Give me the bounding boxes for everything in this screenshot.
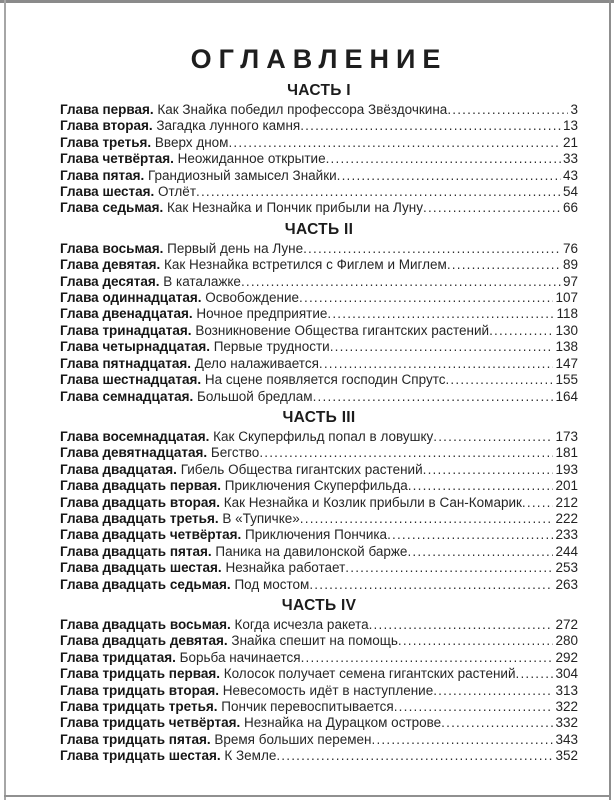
page-number: 76 (562, 240, 578, 256)
chapter-text: Глава семнадцатая. Большой бредлам (60, 388, 313, 404)
page-frame-left (4, 0, 6, 800)
chapter-text: Глава тринадцатая. Возникновение Общества гигантских растений (60, 322, 490, 338)
toc-entry (60, 527, 578, 543)
dot-leader (259, 445, 553, 461)
chapter-label: Глава двенадцатая. (60, 306, 193, 322)
dot-leader (337, 168, 561, 184)
chapter-label: Глава тридцать пятая. (60, 731, 211, 747)
toc-entry (60, 429, 578, 445)
dot-leader (309, 577, 553, 593)
page-number: 66 (562, 200, 578, 216)
dot-leader (300, 118, 561, 134)
page-number: 13 (562, 118, 578, 134)
toc-entry (60, 241, 578, 257)
chapter-text: Глава двенадцатая. Ночное предприятие (60, 306, 328, 322)
dot-leader (408, 478, 554, 494)
chapter-text: Глава вторая. Загадка лунного камня (60, 118, 301, 134)
toc-entry (60, 118, 578, 134)
toc (60, 82, 578, 765)
toc-entry (60, 462, 578, 478)
chapter-label: Глава двадцать первая. (60, 478, 222, 494)
dot-leader (394, 699, 554, 715)
chapter-label: Глава седьмая. (60, 200, 164, 216)
toc-page (60, 42, 578, 765)
chapter-label: Глава третья. (60, 134, 152, 150)
chapter-text: Глава двадцать седьмая. Под мостом (60, 576, 310, 592)
page-frame-right (609, 0, 611, 800)
chapter-label: Глава двадцать седьмая. (60, 576, 231, 592)
chapter-label: Глава двадцатая. (60, 461, 177, 477)
part-heading: ЧАСТЬ III (282, 408, 356, 426)
chapter-label: Глава четвёртая. (60, 151, 174, 167)
chapter-text: Глава четвёртая. Неожиданное открытие (60, 151, 326, 167)
toc-entry (60, 617, 578, 633)
toc-entry (60, 184, 578, 200)
toc-entry (60, 683, 578, 699)
toc-entry (60, 732, 578, 748)
toc-entry (60, 257, 578, 273)
chapter-text: Глава одиннадцатая. Освобождение (60, 290, 300, 306)
toc-entry (60, 560, 578, 576)
dot-leader (433, 683, 553, 699)
chapter-text: Глава седьмая. Как Незнайка и Пончик прибыли на Луну (60, 200, 424, 216)
chapter-text: Глава пятнадцатая. Дело налаживается (60, 355, 319, 371)
chapter-text: Глава третья. Вверх дном (60, 134, 229, 150)
dot-leader (423, 200, 561, 216)
chapter-label: Глава пятая. (60, 167, 145, 183)
chapter-label: Глава тридцать вторая. (60, 682, 219, 698)
page-number: 173 (555, 428, 578, 444)
page-number: 212 (555, 494, 578, 510)
chapter-label: Глава двадцать пятая. (60, 543, 212, 559)
toc-entry (60, 478, 578, 494)
toc-entry (60, 323, 578, 339)
page-number: 263 (555, 576, 578, 592)
page-number: 222 (555, 510, 578, 526)
toc-entry (60, 650, 578, 666)
toc-entry (60, 290, 578, 306)
dot-leader (303, 241, 561, 257)
toc-entry (60, 135, 578, 151)
chapter-label: Глава тринадцатая. (60, 322, 192, 338)
page-number: 280 (555, 633, 578, 649)
toc-entry (60, 306, 578, 322)
page-number: 233 (555, 527, 578, 543)
dot-leader (330, 339, 554, 355)
dot-leader (276, 748, 553, 764)
chapter-text: Глава четырнадцатая. Первые трудности (60, 339, 330, 355)
toc-entry (60, 151, 578, 167)
chapter-label: Глава одиннадцатая. (60, 290, 202, 306)
dot-leader (326, 151, 561, 167)
chapter-label: Глава тридцать первая. (60, 666, 220, 682)
chapter-text: Глава двадцать шестая. Незнайка работает (60, 560, 346, 576)
dot-leader (441, 715, 553, 731)
dot-leader (387, 527, 553, 543)
chapter-text: Глава первая. Как Знайка победил профессора Звёздочкина (60, 102, 448, 117)
toc-entry (60, 102, 578, 118)
chapter-label: Глава семнадцатая. (60, 388, 194, 404)
chapter-text: Глава девятая. Как Незнайка встретился с Фиглем и Миглем (60, 257, 447, 273)
chapter-label: Глава тридцать третья. (60, 699, 218, 714)
chapter-text: Глава тридцатая. Борьба начинается (60, 649, 301, 665)
page-number: 147 (555, 355, 578, 371)
page-number: 107 (555, 290, 578, 306)
dot-leader (407, 544, 553, 560)
page-number: 89 (562, 257, 578, 273)
page-number: 313 (555, 682, 578, 698)
chapter-label: Глава девятая. (60, 257, 161, 273)
dot-leader (241, 274, 561, 290)
chapter-text: Глава тридцать третья. Пончик перевоспитывается (60, 699, 394, 714)
toc-entry (60, 544, 578, 560)
toc-entry (60, 389, 578, 405)
chapter-text: Глава тридцать первая. Колосок получает семена гигантских растений (60, 666, 516, 682)
dot-leader (522, 495, 554, 511)
chapter-label: Глава восемнадцатая. (60, 428, 210, 444)
chapter-label: Глава шестнадцатая. (60, 372, 202, 388)
dot-leader (301, 650, 554, 666)
dot-leader (345, 560, 553, 576)
chapter-label: Глава двадцать восьмая. (60, 616, 231, 632)
page-number: 272 (555, 616, 578, 632)
dot-leader (228, 135, 561, 151)
page-number: 253 (555, 560, 578, 576)
page-frame-bottom (4, 795, 611, 797)
dot-leader (299, 290, 553, 306)
chapter-label: Глава тридцать четвёртая. (60, 715, 241, 731)
toc-entry (60, 274, 578, 290)
chapter-text: Глава двадцать пятая. Паника на давилонской барже (60, 543, 408, 559)
chapter-label: Глава двадцать четвёртая. (60, 527, 242, 543)
page-number: 332 (555, 715, 578, 731)
toc-entry (60, 511, 578, 527)
part-heading: ЧАСТЬ IV (281, 596, 357, 614)
page-title: ОГЛАВЛЕНИЕ (190, 44, 448, 74)
toc-entry (60, 495, 578, 511)
chapter-text: Глава восьмая. Первый день на Луне (60, 240, 304, 256)
chapter-label: Глава десятая. (60, 273, 160, 289)
toc-entry (60, 699, 578, 715)
toc-entry (60, 715, 578, 731)
toc-entry (60, 445, 578, 461)
toc-entry (60, 748, 578, 764)
chapter-label: Глава четырнадцатая. (60, 339, 210, 355)
chapter-text: Глава десятая. В каталажке (60, 273, 241, 289)
page-number: 43 (562, 167, 578, 183)
page-number: 118 (556, 306, 578, 322)
page-number: 292 (555, 649, 578, 665)
chapter-text: Глава двадцать четвёртая. Приключения Пончика (60, 527, 388, 543)
chapter-label: Глава шестая. (60, 184, 155, 200)
page-number: 244 (555, 543, 578, 559)
dot-leader (447, 257, 561, 273)
chapter-text: Глава тридцать пятая. Время больших перемен (60, 731, 372, 747)
dot-leader (433, 429, 553, 445)
page-number: 21 (562, 134, 578, 150)
dot-leader (196, 184, 561, 200)
chapter-text: Глава девятнадцатая. Бегство (60, 445, 260, 461)
chapter-text: Глава тридцать шестая. К Земле (60, 748, 277, 764)
chapter-text: Глава двадцать вторая. Как Незнайка и Козлик прибыли в Сан-Комарик (60, 494, 522, 510)
part-heading: ЧАСТЬ I (287, 82, 351, 99)
chapter-label: Глава тридцать шестая. (60, 748, 221, 764)
chapter-text: Глава двадцатая. Гибель Общества гигантских растений (60, 461, 423, 477)
dot-leader (489, 323, 553, 339)
page-frame-top (0, 0, 614, 3)
toc-entry (60, 666, 578, 682)
toc-entry (60, 168, 578, 184)
chapter-text: Глава двадцать первая. Приключения Скуперфильда (60, 478, 408, 494)
page-number: 155 (555, 372, 578, 388)
dot-leader (423, 462, 554, 478)
chapter-text: Глава пятая. Грандиозный замысел Знайки (60, 167, 337, 183)
toc-entry (60, 633, 578, 649)
page-number: 33 (562, 151, 578, 167)
page-number: 97 (562, 273, 578, 289)
dot-leader (319, 356, 554, 372)
page-number: 3 (570, 102, 578, 117)
chapter-text: Глава тридцать вторая. Невесомость идёт в наступление (60, 682, 434, 698)
page-number: 193 (555, 461, 578, 477)
page-number: 304 (555, 666, 578, 682)
dot-leader (398, 633, 554, 649)
chapter-text: Глава тридцать четвёртая. Незнайка на Дурацком острове (60, 715, 442, 731)
chapter-label: Глава двадцать третья. (60, 510, 219, 526)
chapter-text: Глава двадцать девятая. Знайка спешит на помощь (60, 633, 398, 649)
chapter-label: Глава тридцатая. (60, 649, 176, 665)
page-number: 138 (555, 339, 578, 355)
toc-entry (60, 339, 578, 355)
chapter-text: Глава шестнадцатая. На сцене появляется господин Спрутс (60, 372, 446, 388)
chapter-label: Глава двадцать шестая. (60, 560, 222, 576)
toc-entry (60, 372, 578, 388)
page-number: 130 (555, 322, 578, 338)
dot-leader (327, 306, 554, 322)
toc-entry (60, 200, 578, 216)
chapter-label: Глава вторая. (60, 118, 153, 134)
page-number: 343 (555, 731, 578, 747)
dot-leader (313, 389, 554, 405)
toc-entry (60, 356, 578, 372)
dot-leader (447, 102, 568, 118)
chapter-label: Глава девятнадцатая. (60, 445, 208, 461)
chapter-label: Глава восьмая. (60, 240, 164, 256)
dot-leader (369, 617, 554, 633)
part-heading: ЧАСТЬ II (284, 220, 354, 238)
page-number: 322 (555, 699, 578, 714)
page-number: 181 (555, 445, 578, 461)
chapter-label: Глава двадцать вторая. (60, 494, 221, 510)
chapter-text: Глава двадцать третья. В «Тупичке» (60, 510, 300, 526)
toc-entry (60, 577, 578, 593)
chapter-label: Глава пятнадцатая. (60, 355, 192, 371)
page-number: 164 (555, 388, 578, 404)
dot-leader (372, 732, 554, 748)
page-number: 54 (562, 184, 578, 200)
page-number: 201 (555, 478, 578, 494)
dot-leader (516, 666, 554, 682)
page-number: 352 (555, 748, 578, 764)
chapter-label: Глава первая. (60, 102, 154, 117)
dot-leader (300, 511, 554, 527)
chapter-text: Глава двадцать восьмая. Когда исчезла ракета (60, 616, 369, 632)
chapter-text: Глава шестая. Отлёт (60, 184, 197, 200)
dot-leader (445, 372, 553, 388)
chapter-text: Глава восемнадцатая. Как Скуперфильд попал в ловушку (60, 428, 434, 444)
chapter-label: Глава двадцать девятая. (60, 633, 228, 649)
